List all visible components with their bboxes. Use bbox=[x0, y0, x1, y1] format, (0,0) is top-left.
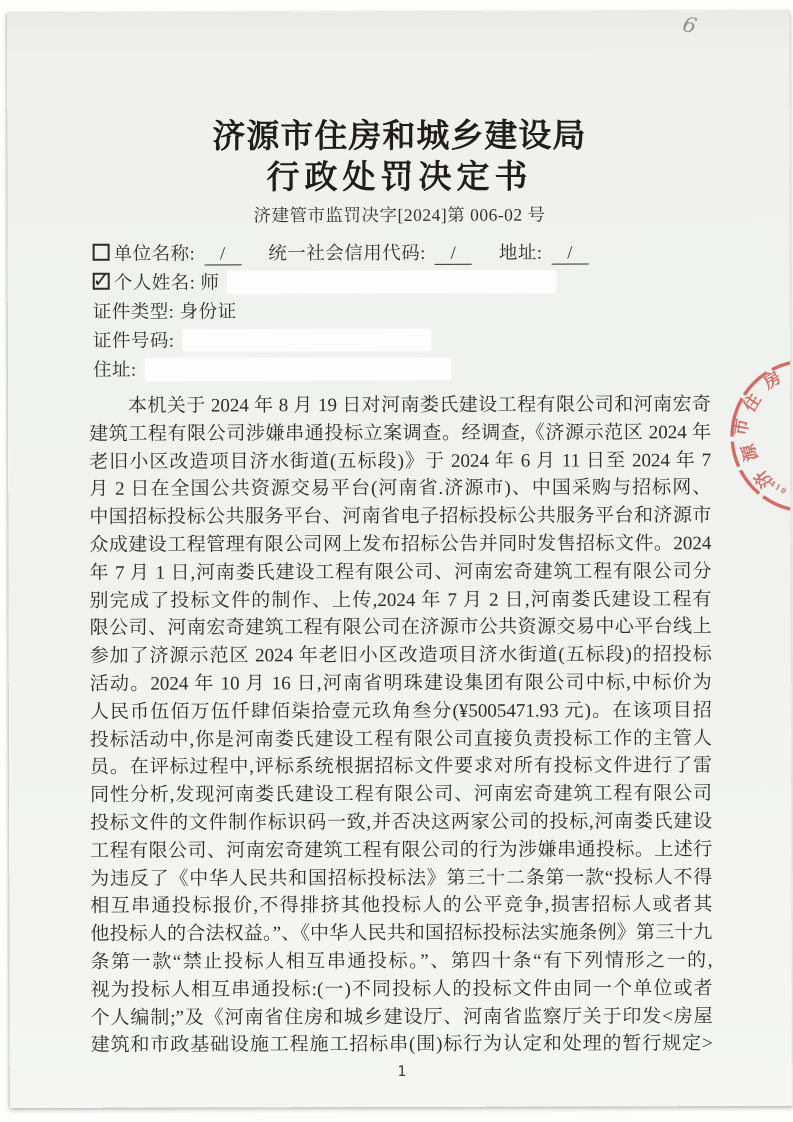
page-number: 1 bbox=[397, 1064, 407, 1081]
person-name-line bbox=[93, 268, 711, 299]
body-text-line: 人民币伍佰万伍仟肆佰柒拾壹元玖角叁分(¥5005471.93 元)。在该项目招 bbox=[89, 699, 712, 723]
document-content bbox=[88, 11, 713, 1081]
person-name-value: 师 bbox=[200, 273, 220, 294]
unit-address-value: / bbox=[552, 244, 589, 264]
person-name-label: 个人姓名: bbox=[113, 273, 196, 294]
body-text-line: 年 7 月 1 日,河南娄氏建设工程有限公司、河南宏奇建筑工程有限公司分 bbox=[89, 560, 712, 584]
body-paragraph bbox=[89, 391, 713, 1060]
id-number-label: 证件号码: bbox=[92, 331, 175, 352]
document-title-type: 行政处罚决定书 bbox=[266, 157, 533, 196]
body-text-line: 他投标人的合法权益。”、《中华人民共和国招标投标法实施条例》第三十九 bbox=[90, 922, 713, 945]
body-text-line: 为违反了《中华人民共和国招标投标法》第三十二条第一款“投标人不得 bbox=[90, 866, 713, 890]
body-text-line: 相互串通投标报价,不得排挤其他投标人的公平竞争,损害招标人或者其 bbox=[90, 894, 713, 918]
unit-info-line bbox=[93, 239, 711, 270]
person-checkbox-checked-icon bbox=[93, 273, 110, 290]
body-text-line: 投标文件的文件制作标识码一致,并否决这两家公司的投标,河南娄氏建设 bbox=[90, 811, 713, 834]
body-text-line: 个人编制;”及《河南省住房和城乡建设厅、河南省监察厅关于印发<房屋 bbox=[90, 1005, 713, 1029]
seal-char: 市 bbox=[730, 417, 753, 438]
redaction-box-id-number bbox=[182, 329, 430, 352]
body-text-line: 活动。2024 年 10 月 16 日,河南省明珠建设集团有限公司中标,中标价为 bbox=[89, 672, 712, 695]
body-text-line: 视为投标人相互串通投标:(一)不同投标人的投标文件由同一个单位或者 bbox=[90, 977, 713, 1001]
paper-sheet bbox=[7, 11, 793, 1108]
body-text-line: 建筑和市政基础设施工程施工招标串(围)标行为认定和处理的暂行规定> bbox=[90, 1033, 713, 1057]
document-title-agency: 济源市住房和城乡建设局 bbox=[212, 116, 587, 155]
residence-label: 住址: bbox=[92, 360, 137, 381]
party-info-fields bbox=[89, 239, 711, 386]
id-type-value: 身份证 bbox=[179, 302, 237, 323]
credit-code-value: / bbox=[435, 245, 472, 265]
unit-name-value: / bbox=[204, 245, 241, 265]
unit-name-label: 单位名称: bbox=[113, 244, 196, 265]
body-text-line: 月 2 日在全国公共资源交易平台(河南省.济源市)、中国采购与招标网、 bbox=[89, 477, 712, 501]
seal-code-digits: 410 bbox=[767, 477, 790, 497]
id-type-line bbox=[93, 297, 711, 328]
seal-char: 济 bbox=[750, 466, 776, 492]
seal-char: 住 bbox=[739, 390, 766, 416]
body-text-line: 同性分析,发现河南娄氏建设工程有限公司、河南宏奇建筑工程有限公司 bbox=[90, 783, 713, 806]
body-text-line: 员。在评标过程中,评标系统根据招标文件要求对所有投标文件进行了雷 bbox=[89, 755, 713, 779]
id-type-label: 证件类型: bbox=[92, 302, 175, 323]
body-text-line: 本机关于 2024 年 8 月 19 日对河南娄氏建设工程有限公司和河南宏奇 bbox=[127, 394, 712, 417]
redaction-box-residence bbox=[145, 358, 451, 381]
id-number-line bbox=[93, 326, 711, 357]
credit-code-label: 统一社会信用代码: bbox=[268, 243, 426, 265]
seal-char: 源 bbox=[738, 441, 762, 464]
body-text-line: 别完成了投标文件的制作、上传,2024 年 7 月 2 日,河南娄氏建设工程有 bbox=[89, 588, 712, 612]
handwritten-page-mark: 6 bbox=[680, 11, 700, 39]
residence-line bbox=[93, 355, 711, 386]
unit-address-label: 地址: bbox=[498, 243, 543, 264]
body-text-line: 众成建设工程管理有限公司网上发布招标公告并同时发售招标文件。2024 bbox=[89, 533, 712, 556]
unit-checkbox-icon bbox=[93, 244, 110, 261]
body-text-line: 条第一款“禁止投标人相互串通投标。”、第四十条“有下列情形之一的, bbox=[90, 950, 713, 973]
body-text-line: 参加了济源示范区 2024 年老旧小区改造项目济水街道(五标段)的招投标 bbox=[89, 644, 712, 667]
document-number: 济建管市监罚决字[2024]第 006-02 号 bbox=[253, 204, 546, 226]
body-text-line: 投标活动中,你是河南娄氏建设工程有限公司直接负责投标工作的主管人 bbox=[89, 727, 712, 751]
body-text-line: 老旧小区改造项目济水街道(五标段)》于 2024 年 6 月 11 日至 2024 年 7 bbox=[89, 449, 712, 473]
body-text-line: 中国招标投标公共服务平台、河南省电子招标投标公共服务平台和济源市 bbox=[89, 505, 712, 528]
body-text-line: 限公司、河南宏奇建筑工程有限公司在济源市公共资源交易中心平台线上 bbox=[89, 616, 712, 640]
body-text-line: 建筑工程有限公司涉嫌串通投标立案调查。经调查,《济源示范区 2024 年 bbox=[89, 421, 712, 445]
redaction-box-name bbox=[227, 271, 555, 294]
body-text-line: 工程有限公司、河南宏奇建筑工程有限公司的行为涉嫌串通投标。上述行 bbox=[90, 838, 713, 862]
seal-char: 房 bbox=[759, 367, 785, 393]
